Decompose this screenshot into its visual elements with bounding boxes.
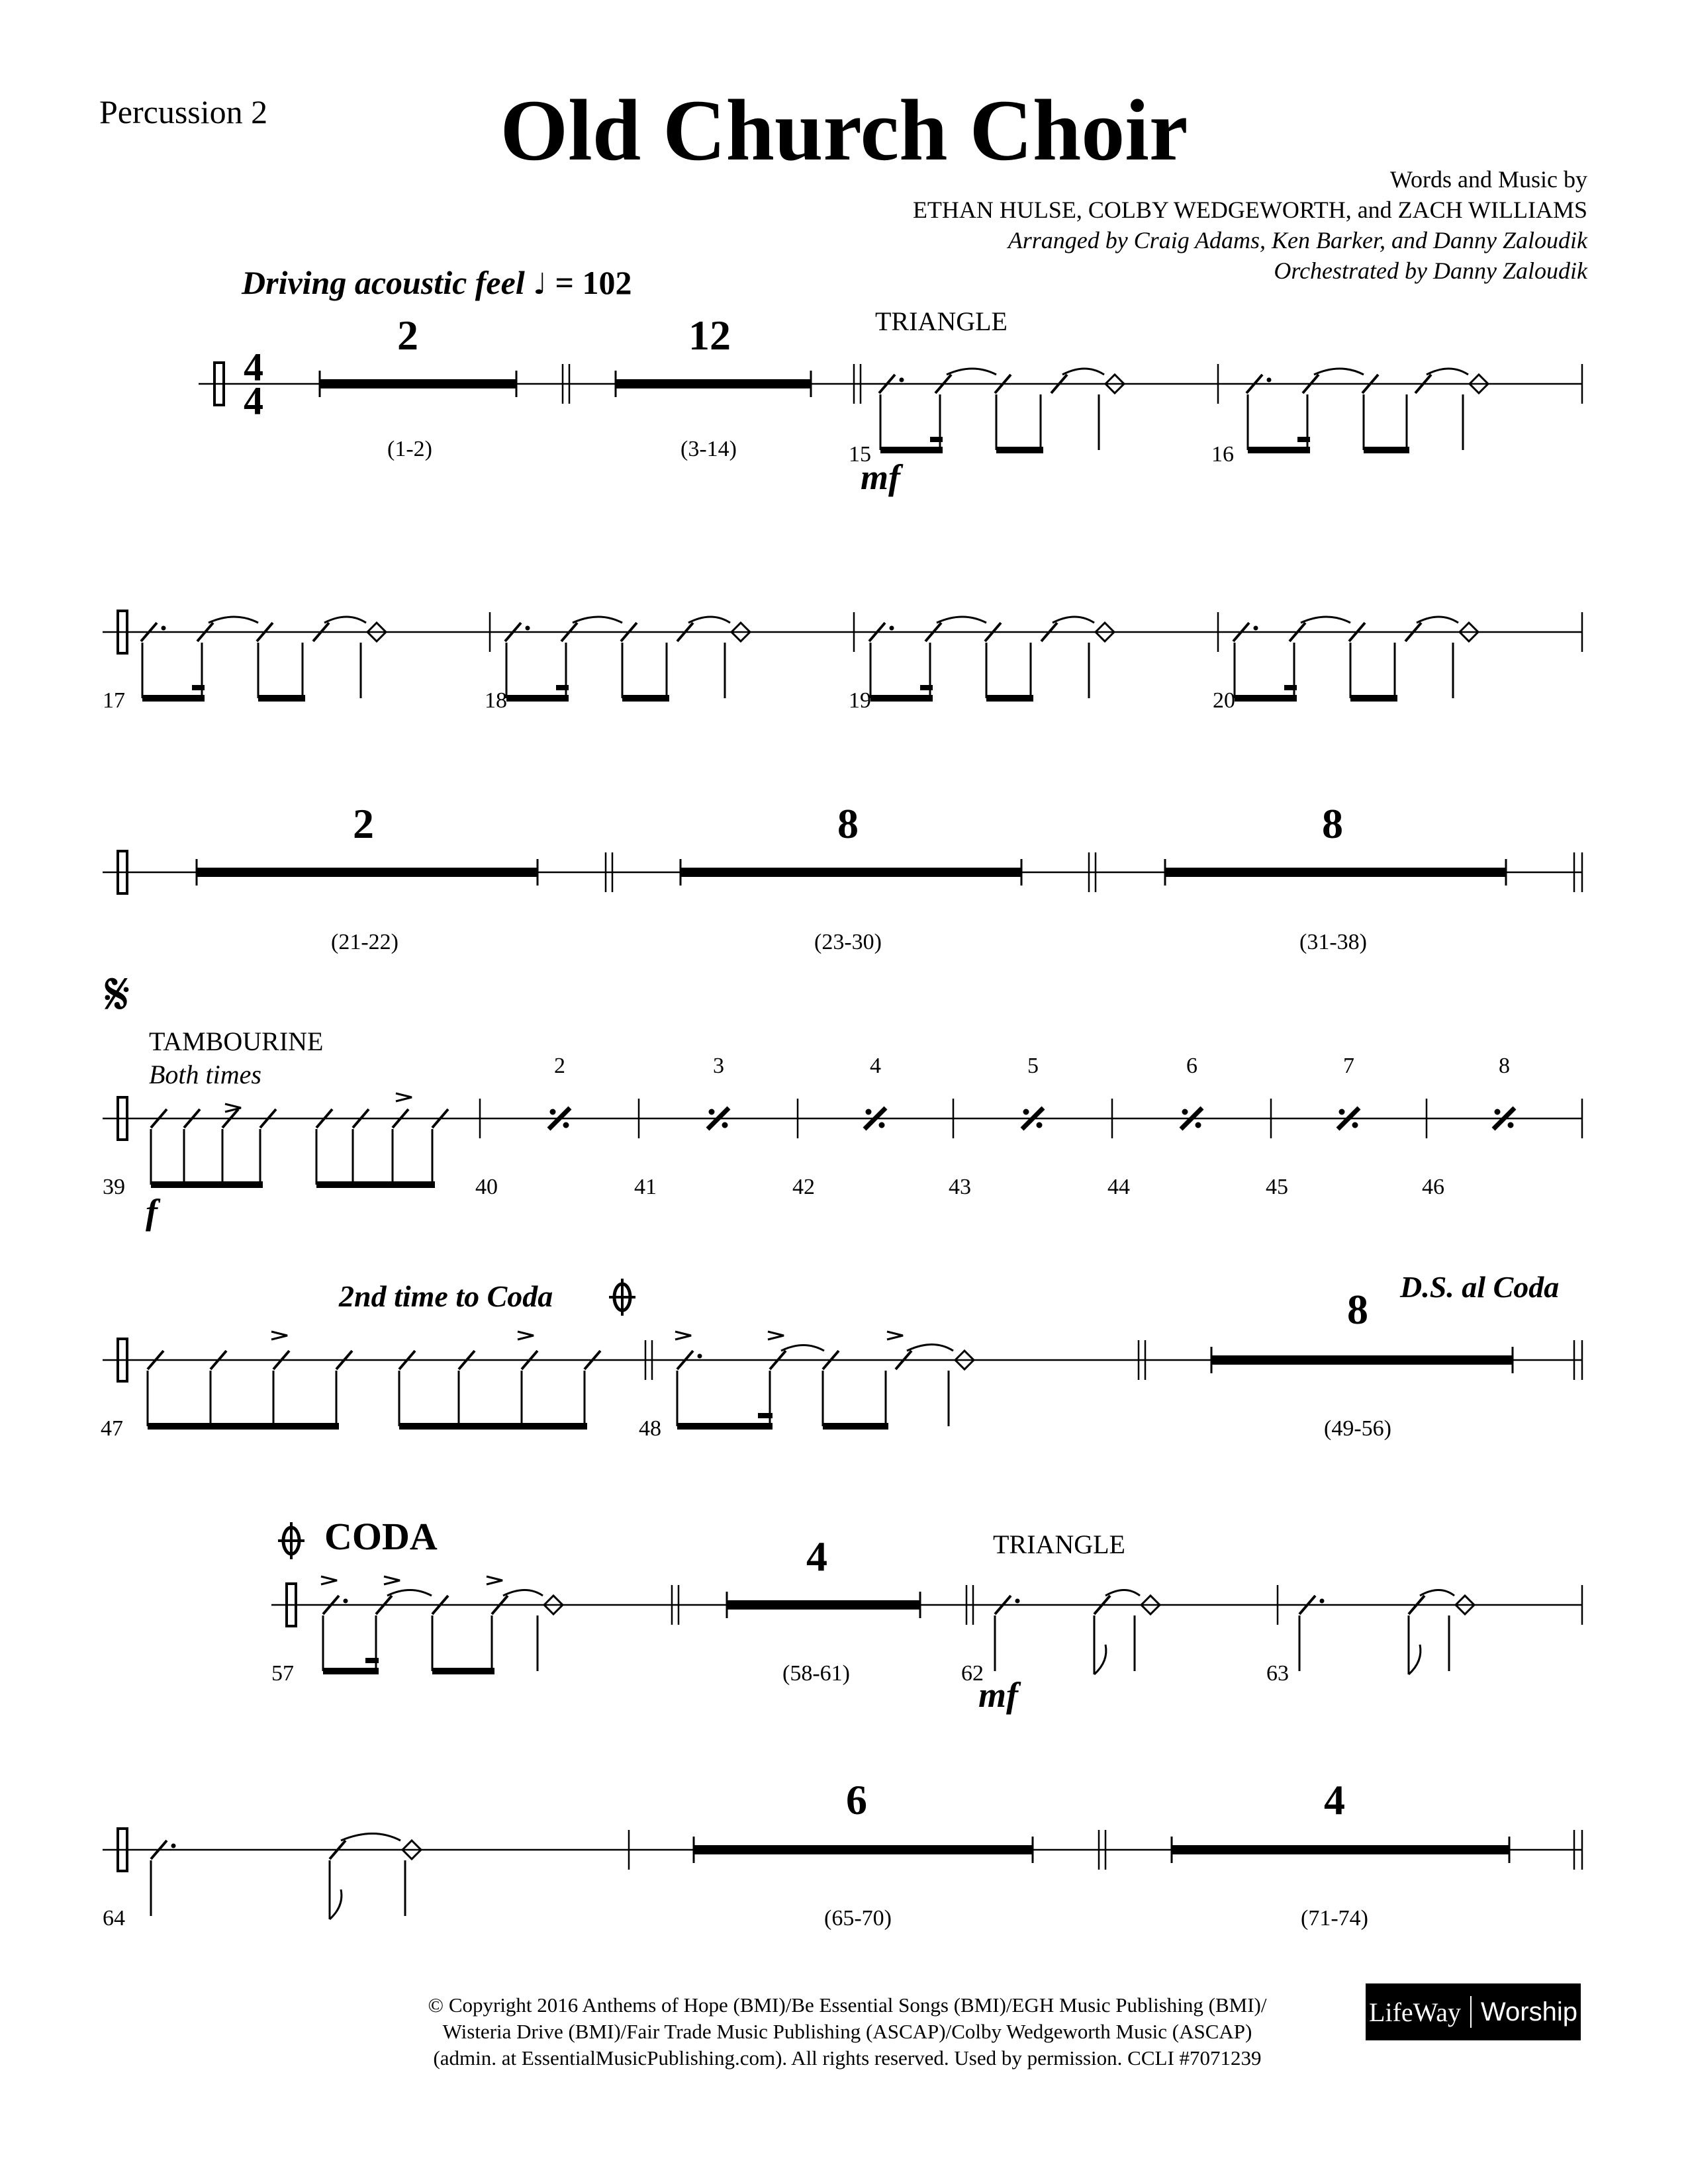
part-name: Percussion 2 [99, 93, 268, 130]
dynamic-mf: mf [978, 1675, 1018, 1715]
copyright-line: © Copyright 2016 Anthems of Hope (BMI)/Be Essential Songs (BMI)/EGH Music Publishing (BMI)/ [428, 1993, 1267, 2017]
to-coda-instruction: 2nd time to Coda [339, 1279, 553, 1313]
measure-number: 63 [1266, 1661, 1289, 1686]
measure-number: 47 [101, 1416, 123, 1441]
coda-sign-icon [278, 1522, 305, 1559]
rest-range: (21-22) [331, 930, 399, 954]
repeat-count: 4 [870, 1054, 881, 1078]
rest-range: (65-70) [824, 1906, 892, 1931]
copyright-line: Wisteria Drive (BMI)/Fair Trade Music Publishing (ASCAP)/Colby Wedgeworth Music (ASCAP) [442, 2020, 1252, 2043]
measure-number: 17 [103, 688, 125, 713]
measure-number: 39 [103, 1175, 125, 1199]
repeat-count: 6 [1186, 1054, 1197, 1078]
measure-number: 43 [949, 1175, 971, 1199]
measure-number: 46 [1422, 1175, 1444, 1199]
measure-number: 42 [792, 1175, 815, 1199]
staff-system-6 [271, 1576, 1582, 1674]
rest-range: (31-38) [1299, 930, 1367, 954]
measure-16-notes [1246, 369, 1488, 450]
logo-left-text: LifeWay [1369, 1997, 1461, 2027]
credit-orchestrated: Orchestrated by Danny Zaloudik [1274, 257, 1587, 284]
credit-composers: ETHAN HULSE, COLBY WEDGEWORTH, and ZACH WILLIAMS [912, 197, 1587, 223]
rest-range: (58-61) [782, 1661, 850, 1686]
measure-20-notes [1233, 617, 1478, 698]
measure-18-notes [505, 617, 750, 698]
staff-system-3 [103, 851, 1582, 893]
measure-47-notes [148, 1332, 600, 1426]
multi-rest-count: 2 [353, 800, 374, 847]
svg-text:4: 4 [244, 345, 263, 389]
credit-words-music: Words and Music by [1389, 166, 1587, 193]
time-signature [244, 345, 263, 423]
measure-15-notes [879, 369, 1124, 450]
staff-system-5 [103, 1332, 1582, 1426]
publisher-logo [1366, 1983, 1581, 2040]
multi-rest-count: 12 [688, 312, 731, 359]
copyright-line: (admin. at EssentialMusicPublishing.com). All rights reserved. Used by permission. CCLI #7071239 [433, 2046, 1262, 2070]
measure-17-notes [141, 617, 386, 698]
measure-number: 16 [1211, 442, 1234, 467]
measure-number: 45 [1266, 1175, 1288, 1199]
measure-number: 44 [1107, 1175, 1130, 1199]
measure-48-notes [675, 1332, 974, 1426]
measure-number: 19 [849, 688, 871, 713]
tempo-bpm: = 102 [555, 264, 632, 301]
song-title: Old Church Choir [500, 81, 1188, 179]
measure-19-notes [869, 617, 1114, 698]
measure-number: 40 [475, 1175, 498, 1199]
repeat-count: 8 [1499, 1054, 1510, 1078]
measure-64-notes [151, 1834, 421, 1920]
copyright-notice [331, 1992, 1364, 2071]
instrument-label: TAMBOURINE [149, 1026, 324, 1056]
repeat-count: 5 [1027, 1054, 1039, 1078]
segno-icon: 𝄋 [105, 960, 130, 1029]
multi-rest-count: 6 [846, 1776, 867, 1823]
repeat-count: 7 [1343, 1054, 1354, 1078]
multi-rest-count: 4 [806, 1533, 827, 1580]
staff-system-2 [103, 611, 1582, 698]
measure-39-notes [151, 1093, 448, 1185]
multi-rest-count: 4 [1324, 1776, 1345, 1823]
measure-57-notes [321, 1576, 563, 1671]
rest-range: (23-30) [814, 930, 882, 954]
measure-number: 48 [639, 1416, 661, 1441]
coda-sign-icon [609, 1279, 635, 1316]
repeat-count: 3 [713, 1054, 724, 1078]
measure-63-notes [1299, 1590, 1474, 1675]
rest-range: (49-56) [1324, 1416, 1391, 1441]
measure-number: 62 [961, 1661, 984, 1686]
logo-right-text: Worship [1480, 1997, 1577, 2026]
staff-system-4 [103, 1093, 1582, 1185]
dynamic-mf: mf [861, 457, 900, 497]
ds-al-coda: D.S. al Coda [1400, 1270, 1560, 1304]
instrument-label: TRIANGLE [993, 1529, 1125, 1559]
quarter-note-icon: ♩ [533, 267, 547, 301]
rest-range: (3-14) [680, 437, 737, 461]
svg-text:4: 4 [244, 379, 263, 423]
logo-divider [1470, 1996, 1472, 2028]
repeat-count: 2 [554, 1054, 565, 1078]
multi-rest-count: 2 [397, 312, 418, 359]
instrument-label: TRIANGLE [875, 306, 1008, 336]
credit-arranged: Arranged by Craig Adams, Ken Barker, and Danny Zaloudik [1008, 227, 1587, 253]
rest-range: (71-74) [1301, 1906, 1368, 1931]
dynamic-f: f [146, 1192, 158, 1232]
measure-number: 15 [849, 442, 871, 467]
measure-number: 20 [1213, 688, 1235, 713]
measure-number: 64 [103, 1906, 125, 1931]
measure-62-notes [995, 1590, 1160, 1675]
rest-range: (1-2) [387, 437, 432, 461]
performance-instruction: Both times [149, 1060, 261, 1089]
measure-number: 18 [485, 688, 507, 713]
multi-rest-count: 8 [1347, 1286, 1368, 1333]
tempo-text: Driving acoustic feel [242, 264, 525, 301]
measure-number: 57 [271, 1661, 294, 1686]
coda-heading: CODA [324, 1515, 438, 1558]
measure-number: 41 [634, 1175, 657, 1199]
multi-rest-count: 8 [837, 800, 859, 847]
multi-rest-count: 8 [1322, 800, 1343, 847]
